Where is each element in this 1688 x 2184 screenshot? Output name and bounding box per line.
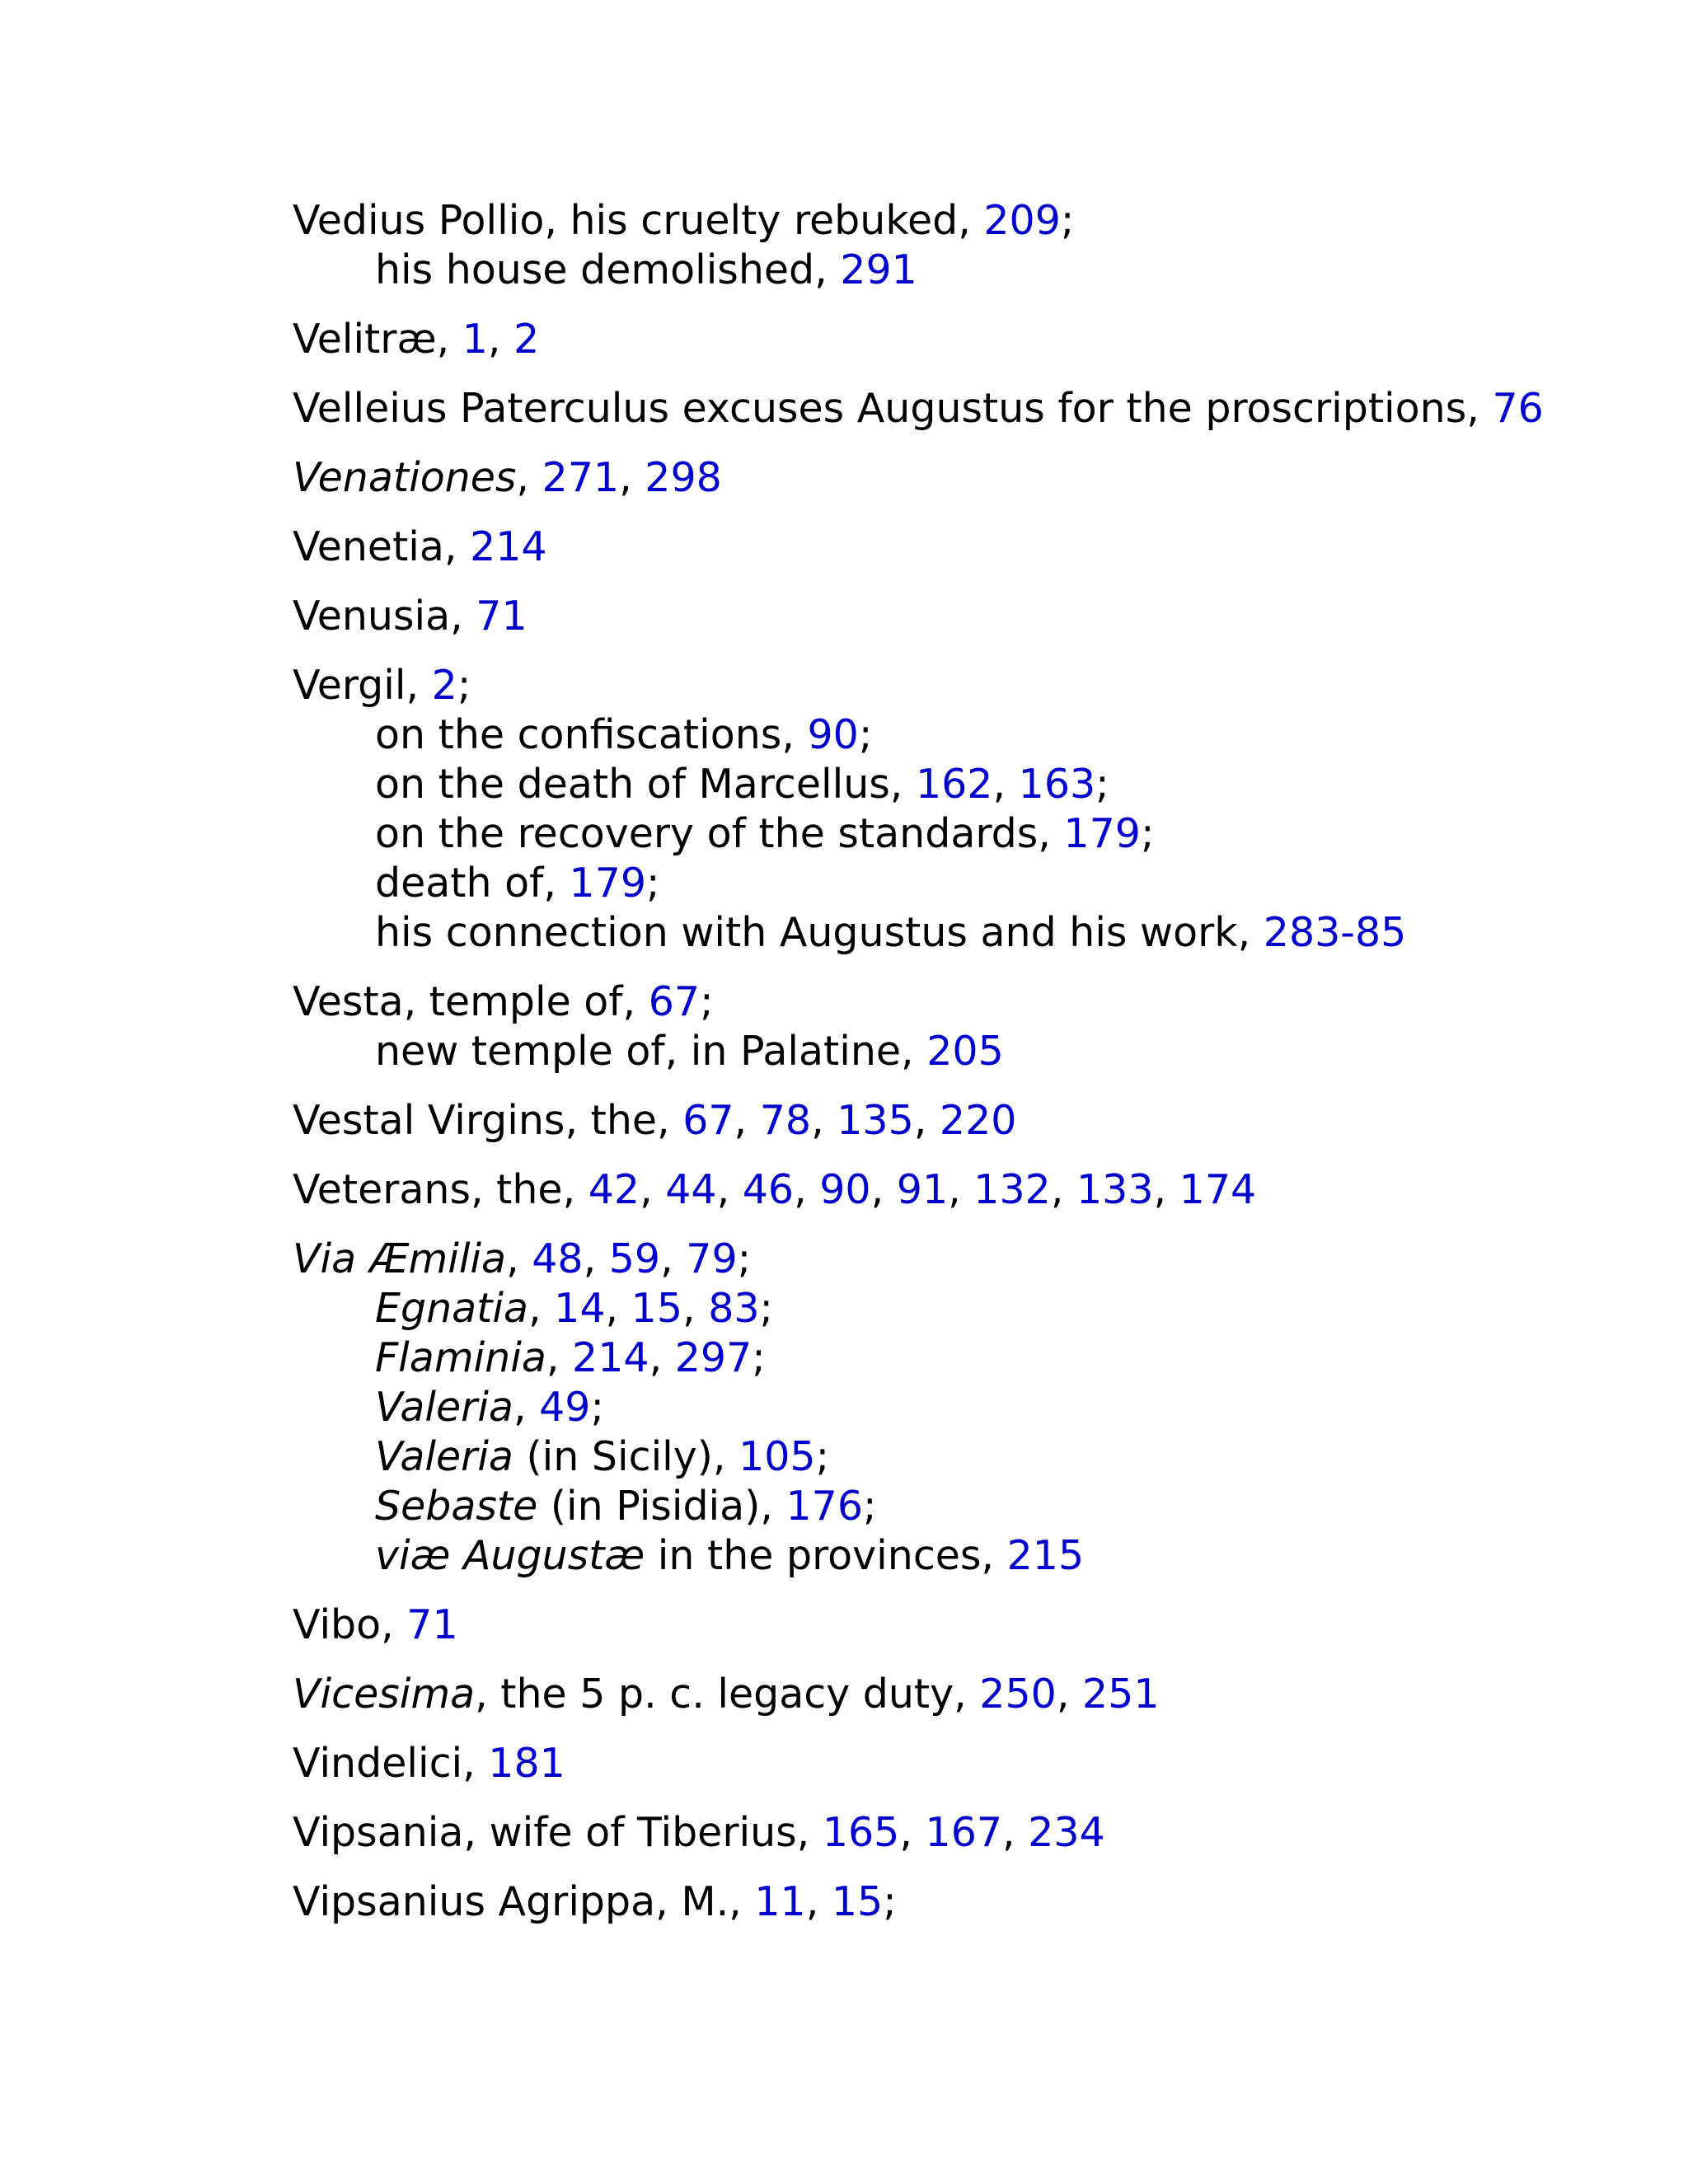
page-number-link[interactable]: 234: [1028, 1809, 1105, 1856]
index-entry: [293, 1877, 1611, 1927]
index-subentry-line: [293, 1383, 1611, 1432]
index-subentry-line: [293, 809, 1611, 859]
page-number-link[interactable]: 179: [1063, 810, 1141, 857]
page-number-link[interactable]: 44: [665, 1166, 717, 1213]
page-number-link[interactable]: 132: [973, 1166, 1051, 1213]
page-number-link[interactable]: 76: [1492, 385, 1544, 432]
index-subentry-line: [293, 1432, 1611, 1482]
entry-text: ,: [913, 1097, 940, 1144]
index-subentry-line: [293, 710, 1611, 760]
index-heading-line: [293, 1601, 1611, 1650]
page-number-link[interactable]: 291: [840, 246, 917, 293]
entry-text: Vipsanius Agrippa, M.,: [293, 1878, 755, 1925]
page-number-link[interactable]: 181: [488, 1740, 565, 1787]
entry-text: ;: [646, 860, 660, 907]
entry-text: (in Sicily),: [513, 1433, 739, 1480]
index-heading-line: [293, 1808, 1611, 1858]
entry-text: ;: [1095, 761, 1109, 808]
page-number-link[interactable]: 14: [554, 1285, 606, 1332]
page-number-link[interactable]: 205: [926, 1028, 1004, 1075]
index-heading-line: [293, 1096, 1611, 1146]
index-entry: [293, 1808, 1611, 1858]
entry-text: Venetia,: [293, 523, 471, 570]
page-number-link[interactable]: 79: [686, 1235, 738, 1282]
page-number-link[interactable]: 209: [983, 197, 1061, 244]
index-heading-line: [293, 661, 1611, 710]
entry-text: ,: [899, 1809, 926, 1856]
entry-text: ,: [583, 1235, 609, 1282]
entry-text: Vesta, temple of,: [293, 978, 649, 1025]
entry-text: ,: [948, 1166, 974, 1213]
entry-text: on the recovery of the standards,: [375, 810, 1064, 857]
index-heading-line: [293, 1165, 1611, 1215]
index-page: [293, 196, 1611, 1947]
index-entry: [293, 1235, 1611, 1581]
index-heading-line: [293, 453, 1611, 503]
entry-text: death of,: [375, 860, 570, 907]
entry-text: ,: [619, 454, 645, 501]
page-number-link[interactable]: 163: [1018, 761, 1096, 808]
entry-text: ,: [1002, 1809, 1029, 1856]
page-number-link[interactable]: 1: [462, 316, 488, 363]
entry-text: ;: [752, 1334, 766, 1381]
page-number-link[interactable]: 15: [631, 1285, 683, 1332]
page-number-link[interactable]: 214: [470, 523, 547, 570]
page-number-link[interactable]: 2: [431, 662, 457, 709]
page-number-link[interactable]: 215: [1006, 1532, 1085, 1579]
entry-text: ;: [815, 1433, 830, 1480]
page-number-link[interactable]: 91: [896, 1166, 949, 1213]
entry-text: ;: [1140, 810, 1155, 857]
page-number-link[interactable]: 220: [939, 1097, 1017, 1144]
index-subentry-line: [293, 908, 1611, 958]
italic-term-text: Valeria: [375, 1433, 513, 1480]
entry-text: ,: [516, 454, 542, 501]
entry-text: ,: [682, 1285, 709, 1332]
page-number-link[interactable]: 48: [532, 1235, 584, 1282]
index-entry: [293, 315, 1611, 364]
entry-text: ,: [649, 1334, 675, 1381]
entry-text: ,: [640, 1166, 666, 1213]
entry-text: in the provinces,: [645, 1532, 1007, 1579]
page-number-link[interactable]: 90: [807, 711, 859, 758]
page-number-link[interactable]: 162: [915, 761, 993, 808]
index-heading-line: [293, 1235, 1611, 1284]
entry-text: ,: [660, 1235, 687, 1282]
page-number-link[interactable]: 297: [674, 1334, 753, 1381]
entry-text: ,: [870, 1166, 897, 1213]
entry-text: Vibo,: [293, 1601, 407, 1648]
page-number-link[interactable]: 283-85: [1263, 909, 1407, 956]
entry-text: his house demolished,: [375, 246, 841, 293]
entry-text: ,: [1056, 1671, 1082, 1718]
page-number-link[interactable]: 78: [759, 1097, 812, 1144]
index-entry: [293, 1096, 1611, 1146]
index-heading-line: [293, 1670, 1611, 1719]
index-subentry-line: [293, 859, 1611, 908]
index-entry: [293, 196, 1611, 295]
index-entry: [293, 1165, 1611, 1215]
page-number-link[interactable]: 67: [682, 1097, 734, 1144]
page-number-link[interactable]: 174: [1179, 1166, 1257, 1213]
entry-text: new temple of, in Palatine,: [375, 1028, 927, 1075]
page-number-link[interactable]: 165: [822, 1809, 900, 1856]
index-subentry-line: [293, 1333, 1611, 1383]
page-number-link[interactable]: 42: [588, 1166, 640, 1213]
page-number-link[interactable]: 71: [476, 593, 528, 640]
entry-text: Veterans, the,: [293, 1166, 588, 1213]
page-number-link[interactable]: 105: [738, 1433, 816, 1480]
index-subentry-line: [293, 1482, 1611, 1531]
entry-text: Vipsania, wife of Tiberius,: [293, 1809, 823, 1856]
entry-text: ,: [1153, 1166, 1179, 1213]
page-number-link[interactable]: 90: [819, 1166, 871, 1213]
index-heading-line: [293, 523, 1611, 572]
index-entry: [293, 523, 1611, 572]
page-number-link[interactable]: 46: [742, 1166, 795, 1213]
italic-term-text: Venationes: [293, 454, 517, 501]
entry-text: ,: [992, 761, 1019, 808]
page-number-link[interactable]: 83: [708, 1285, 760, 1332]
italic-term-text: Flaminia: [375, 1334, 546, 1381]
entry-text: ,: [546, 1334, 573, 1381]
entry-text: ;: [883, 1878, 897, 1925]
index-subentry-line: [293, 246, 1611, 295]
entry-text: ;: [1060, 197, 1075, 244]
entry-text: Vindelici,: [293, 1740, 489, 1787]
index-entry: [293, 977, 1611, 1076]
index-subentry-line: [293, 1027, 1611, 1076]
page-number-link[interactable]: 59: [608, 1235, 661, 1282]
italic-term-text: Vicesima: [293, 1671, 476, 1718]
italic-term-text: Valeria: [375, 1384, 513, 1431]
page-number-link[interactable]: 135: [837, 1097, 914, 1144]
entry-text: ,: [487, 316, 514, 363]
index-subentry-line: [293, 1284, 1611, 1333]
page-number-link[interactable]: 11: [754, 1878, 806, 1925]
index-heading-line: [293, 196, 1611, 246]
page-number-link[interactable]: 67: [648, 978, 701, 1025]
entry-text: ,: [805, 1878, 832, 1925]
entry-text: Vergil,: [293, 662, 432, 709]
page-number-link[interactable]: 71: [406, 1601, 458, 1648]
entry-text: on the confiscations,: [375, 711, 808, 758]
index-subentry-line: [293, 760, 1611, 809]
italic-term-text: viæ Augustæ: [375, 1532, 645, 1579]
page-number-link[interactable]: 2: [513, 316, 540, 363]
italic-term-text: Sebaste: [375, 1483, 538, 1530]
page-number-link[interactable]: 49: [539, 1384, 591, 1431]
page-number-link[interactable]: 271: [542, 454, 620, 501]
entry-text: ,: [1050, 1166, 1076, 1213]
entry-text: ;: [700, 978, 714, 1025]
index-subentry-line: [293, 1531, 1611, 1581]
index-heading-line: [293, 592, 1611, 641]
page-number-link[interactable]: 298: [645, 454, 722, 501]
entry-text: ,: [734, 1097, 760, 1144]
entry-text: ,: [506, 1235, 532, 1282]
entry-text: Velitræ,: [293, 316, 462, 363]
entry-text: his connection with Augustus and his work,: [375, 909, 1264, 956]
entry-text: ;: [737, 1235, 752, 1282]
index-heading-line: [293, 977, 1611, 1027]
page-number-link[interactable]: 15: [831, 1878, 884, 1925]
index-heading-line: [293, 315, 1611, 364]
index-entry: [293, 592, 1611, 641]
entry-text: Vestal Virgins, the,: [293, 1097, 683, 1144]
entry-text: ;: [759, 1285, 774, 1332]
page-number-link[interactable]: 214: [572, 1334, 649, 1381]
entry-text: ,: [794, 1166, 820, 1213]
page-number-link[interactable]: 133: [1076, 1166, 1154, 1213]
page-number-link[interactable]: 251: [1081, 1671, 1160, 1718]
index-heading-line: [293, 1739, 1611, 1788]
entry-text: ,: [716, 1166, 743, 1213]
entry-text: (in Pisidia),: [537, 1483, 786, 1530]
entry-text: ;: [590, 1384, 604, 1431]
index-entry: [293, 661, 1611, 958]
index-entry: [293, 1601, 1611, 1650]
entry-text: , the 5 p. c. legacy duty,: [475, 1671, 980, 1718]
italic-term-text: Via Æmilia: [293, 1235, 507, 1282]
entry-text: on the death of Marcellus,: [375, 761, 916, 808]
index-heading-line: [293, 1877, 1611, 1927]
entry-text: ;: [457, 662, 471, 709]
entry-text: ,: [513, 1384, 540, 1431]
page-number-link[interactable]: 167: [925, 1809, 1003, 1856]
page-number-link[interactable]: 179: [569, 860, 647, 907]
page-number-link[interactable]: 176: [785, 1483, 863, 1530]
entry-text: Velleius Paterculus excuses Augustus for the proscriptions,: [293, 385, 1493, 432]
entry-text: ,: [811, 1097, 837, 1144]
entry-text: Venusia,: [293, 593, 476, 640]
entry-text: Vedius Pollio, his cruelty rebuked,: [293, 197, 984, 244]
index-entry: [293, 1739, 1611, 1788]
italic-term-text: Egnatia: [375, 1285, 528, 1332]
entry-text: ;: [858, 711, 873, 758]
index-heading-line: [293, 384, 1611, 434]
index-entry: [293, 384, 1611, 434]
entry-text: ,: [528, 1285, 555, 1332]
entry-text: ,: [605, 1285, 631, 1332]
page-number-link[interactable]: 250: [979, 1671, 1057, 1718]
entry-text: ;: [863, 1483, 877, 1530]
index-entry: [293, 1670, 1611, 1719]
index-entry: [293, 453, 1611, 503]
